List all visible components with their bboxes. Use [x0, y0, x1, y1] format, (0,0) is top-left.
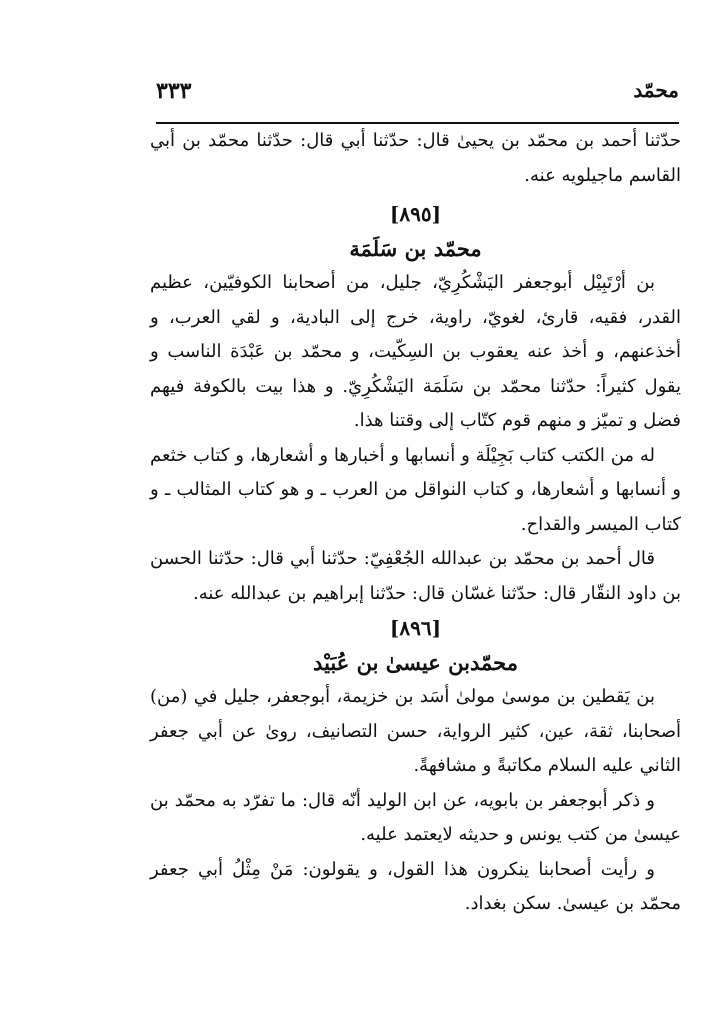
entry-name-896: محمّدبن عيسىٰ بن عُبَيْد — [313, 649, 518, 675]
entry-number-896: [٨٩٦] — [389, 616, 442, 640]
entry-896-paragraph-1: بن يَقطين بن موسىٰ مولىٰ أسَد بن خزيمة، أبوجعفر، جليل في (من) أصحابنا، ثقة، عين، كثير الرواية، حسن التصانيف، روىٰ عن أبي جعفر الثاني عليه السلام مكاتبةً و مشافهةً. — [150, 686, 681, 776]
page-body — [150, 124, 681, 922]
entry-895-paragraph-3: قال أحمد بن محمّد بن عبدالله الجُعْفِيّ: حدّثنا أبي قال: حدّثنا الحسن بن داود النقّار قال: حدّثنا غسّان قال: حدّثنا إبراهيم بن عبدالله عنه. — [150, 548, 681, 604]
intro-paragraph: حدّثنا أحمد بن محمّد بن يحيىٰ قال: حدّثنا أبي قال: حدّثنا محمّد بن أبي القاسم ماجيلويه عنه. — [150, 130, 681, 186]
page-number: ٣٣٣ — [156, 78, 192, 104]
entry-896-paragraph-3: و رأيت أصحابنا ينكرون هذا القول، و يقولون: مَنْ مِثْلُ أبي جعفر محمّد بن عيسىٰ. سكن بغداد. — [150, 858, 681, 914]
entry-895-paragraph-1: بن أرْتَبِيْل أبوجعفر اليَشْكُرِيّ، جليل، من أصحابنا الكوفيّين، عظيم القدر، فقيه، قارئ، لغويّ، راوية، خرج إلى البادية، و لقي العرب، و أخذعنهم، و أخذ عنه يعقوب بن السِكّيت، و محمّد بن عَبْدَة الناسب و يقول كثيراً: حدّثنا محمّد بن سَلَمَة اليَشْكُرِيّ. و هذا بيت بالكوفة فيهم فضل و تميّز و منهم قوم كتّاب إلى وقتنا هذا. — [150, 272, 681, 431]
running-title: محمّد — [633, 78, 679, 102]
entry-896-paragraph-2: و ذكر أبوجعفر بن بابويه، عن ابن الوليد أنّه قال: ما تفرّد به محمّد بن عيسىٰ من كتب يونس و حديثه لايعتمد عليه. — [150, 789, 681, 845]
entry-name-895: محمّد بن سَلَمَة — [349, 235, 482, 261]
entry-895-paragraph-2: له من الكتب كتاب بَجِيْلَة و أنسابها و أخبارها و أشعارها، و كتاب خثعم و أنسابها و أشعارها، و كتاب النواقل من العرب ـ و هو كتاب المثالب ـ و كتاب الميسر والقداح. — [150, 444, 681, 535]
page-header — [156, 70, 679, 124]
entry-number-895: [٨٩٥] — [389, 202, 442, 226]
